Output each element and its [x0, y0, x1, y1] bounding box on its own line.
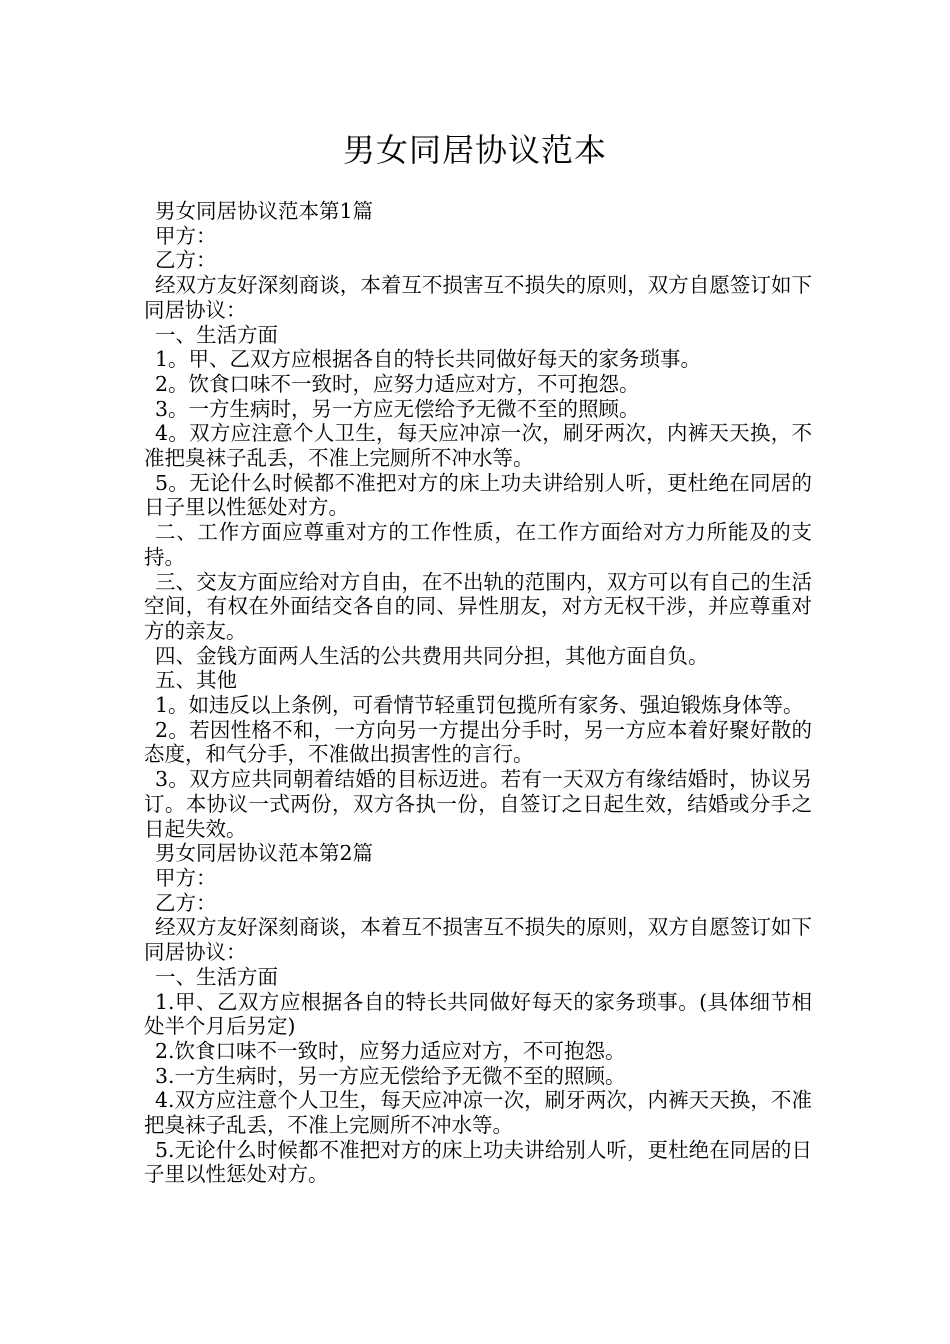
paragraph: 一、生活方面	[155, 964, 278, 989]
paragraph: 3。双方应共同朝着结婚的目标迈进。若有一天双方有缘结婚时，协议另订。本协议一式两份，双方各执一份，自签订之日起生效，结婚或分手之日起失效。	[144, 767, 812, 841]
paragraph: 5.无论什么时候都不准把对方的床上功夫讲给别人听，更杜绝在同居的日子里以性惩处对方。	[144, 1137, 812, 1187]
paragraph: 五、其他	[155, 668, 237, 693]
paragraph: 男女同居协议范本第2篇	[155, 841, 374, 866]
paragraph: 3。一方生病时，另一方应无偿给予无微不至的照顾。	[155, 396, 640, 421]
paragraph: 2.饮食口味不一致时，应努力适应对方，不可抱怨。	[155, 1038, 626, 1063]
paragraph: 4。双方应注意个人卫生，每天应冲凉一次，刷牙两次，内裤天天换，不准把臭袜子乱丢，不准上完厕所不冲水等。	[144, 421, 812, 471]
paragraph: 甲方：	[155, 865, 217, 890]
paragraph: 甲方：	[155, 223, 217, 248]
paragraph: 三、交友方面应给对方自由，在不出轨的范围内，双方可以有自己的生活空间，有权在外面结交各自的同、异性朋友，对方无权干涉，并应尊重对方的亲友。	[144, 569, 812, 643]
paragraph: 经双方友好深刻商谈，本着互不损害互不损失的原则，双方自愿签订如下同居协议：	[144, 915, 812, 965]
paragraph: 经双方友好深刻商谈，本着互不损害互不损失的原则，双方自愿签订如下同居协议：	[144, 273, 812, 322]
paragraph: 二、工作方面应尊重对方的工作性质，在工作方面给对方力所能及的支持。	[144, 520, 812, 569]
paragraph: 5。无论什么时候都不准把对方的床上功夫讲给别人听，更杜绝在同居的日子里以性惩处对方。	[144, 470, 812, 520]
paragraph: 4.双方应注意个人卫生，每天应冲凉一次，刷牙两次，内裤天天换，不准把臭袜子乱丢，不准上完厕所不冲水等。	[144, 1088, 812, 1138]
paragraph: 一、生活方面	[155, 322, 278, 347]
paragraph: 1。如违反以上条例，可看情节轻重罚包揽所有家务、强迫锻炼身体等。	[155, 693, 804, 718]
paragraph: 1。甲、乙双方应根据各自的特长共同做好每天的家务琐事。	[155, 347, 702, 372]
paragraph: 四、金钱方面两人生活的公共费用共同分担，其他方面自负。	[155, 643, 709, 668]
paragraph: 男女同居协议范本第1篇	[155, 199, 374, 223]
paragraph: 3.一方生病时，另一方应无偿给予无微不至的照顾。	[155, 1063, 626, 1088]
paragraph: 2。若因性格不和，一方向另一方提出分手时，另一方应本着好聚好散的态度，和气分手，不准做出损害性的言行。	[144, 717, 812, 767]
document-body	[144, 199, 812, 1187]
paragraph: 2。饮食口味不一致时，应努力适应对方，不可抱怨。	[155, 371, 640, 396]
paragraph: 乙方：	[155, 890, 217, 915]
paragraph: 1.甲、乙双方应根据各自的特长共同做好每天的家务琐事。(具体细节相处半个月后另定)	[144, 989, 812, 1039]
document-title: 男女同居协议范本	[342, 131, 607, 169]
paragraph: 乙方：	[155, 248, 217, 273]
